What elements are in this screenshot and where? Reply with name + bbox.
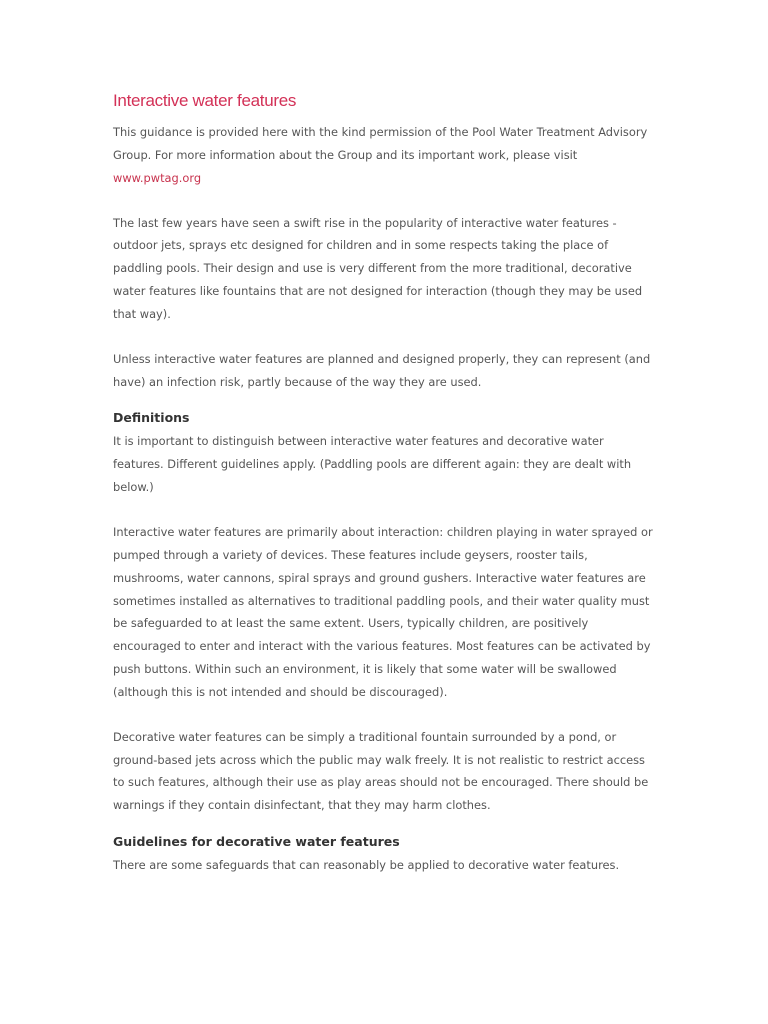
intro-paragraph xyxy=(113,121,673,190)
definitions-paragraph-2: Interactive water features are primarily about interaction: children playing in water sprayed or pumped through a variety of devices. These features include geysers, rooster tails, mushrooms, water cannons, spiral sprays and ground gushers. Interactive water features are sometimes installed as alternatives to traditional paddling pools, and their water quality must be safeguarded to at least the same extent. Users, typically children, are positively encouraged to enter and interact with the various features. Most features can be activated by push buttons. Within such an environment, it is likely that some water will be swallowed (although this is not intended and should be discouraged). xyxy=(113,524,653,699)
intro-text: This guidance is provided here with the kind permission of the Pool Water Treatment Advisory Group. For more information about the Group and its important work, please visit xyxy=(113,125,648,162)
paragraph-rise: The last few years have seen a swift rise in the popularity of interactive water features - outdoor jets, sprays etc designed for children and in some respects taking the place of paddling pools. Their design and use is very different from the more traditional, decorative water features like fountains that are not designed for interaction (though they may be used that way). xyxy=(113,215,643,321)
paragraph-infection-risk: Unless interactive water features are planned and designed properly, they can represent (and have) an infection risk, partly because of the way they are used. xyxy=(113,351,651,389)
definitions-paragraph-3: Decorative water features can be simply a traditional fountain surrounded by a pond, or ground-based jets across which the public may walk freely. It is not realistic to restrict access to such features, although their use as play areas should not be encouraged. There should be warnings if they contain disinfectant, that they may harm clothes. xyxy=(113,729,649,813)
guidelines-heading: Guidelines for decorative water features xyxy=(113,834,400,850)
definitions-heading: Definitions xyxy=(113,410,190,426)
guidelines-paragraph: There are some safeguards that can reasonably be applied to decorative water features. xyxy=(113,858,620,873)
article xyxy=(113,88,673,877)
definitions-paragraph-1: It is important to distinguish between interactive water features and decorative water features. Different guidelines apply. (Paddling pools are different again: they are dealt with below.) xyxy=(113,434,632,495)
page-title: Interactive water features xyxy=(113,91,297,110)
pwtag-link[interactable]: www.pwtag.org xyxy=(113,170,202,185)
